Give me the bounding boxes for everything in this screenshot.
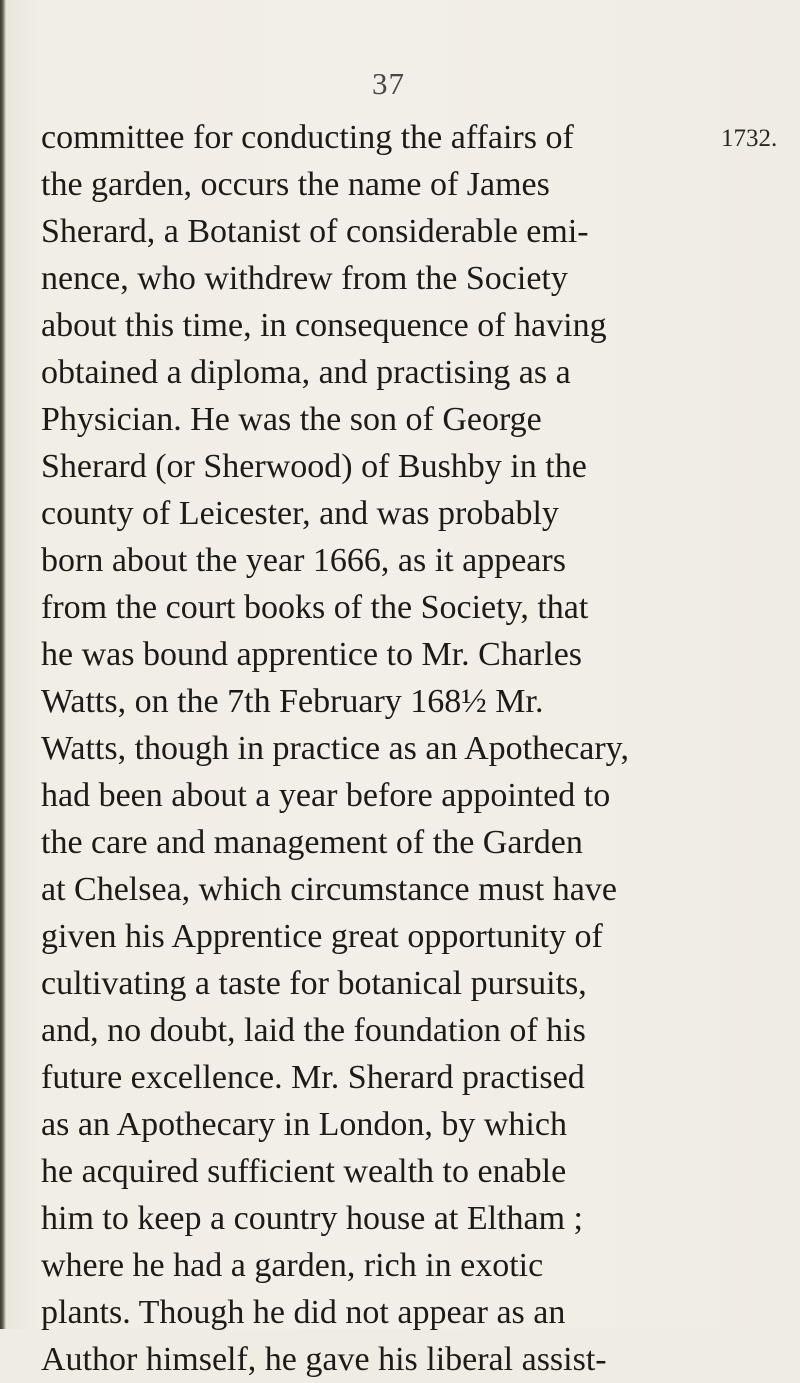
text-line: the care and management of the Garden	[41, 824, 583, 861]
text-line: him to keep a country house at Eltham ;	[41, 1200, 583, 1237]
text-line: had been about a year before appointed to	[41, 777, 611, 814]
text-line: Sherard, a Botanist of considerable emi-	[41, 213, 589, 250]
text-line: committee for conducting the affairs of	[41, 119, 574, 156]
text-line: he acquired sufficient wealth to enable	[41, 1153, 567, 1190]
text-line: cultivating a taste for botanical pursuits,	[41, 965, 587, 1002]
text-line: he was bound apprentice to Mr. Charles	[41, 636, 583, 673]
text-line: given his Apprentice great opportunity of	[41, 918, 603, 955]
text-line: Watts, though in practice as an Apothecary,	[41, 730, 629, 767]
text-line: Sherard (or Sherwood) of Bushby in the	[41, 448, 587, 485]
text-line: Watts, on the 7th February 168½ Mr.	[41, 683, 544, 720]
text-line: where he had a garden, rich in exotic	[41, 1247, 544, 1284]
text-line: at Chelsea, which circumstance must have	[41, 871, 617, 908]
body-text	[41, 114, 800, 1383]
page-edge-shadow	[0, 0, 6, 1329]
text-line: the garden, occurs the name of James	[41, 166, 550, 203]
text-line: nence, who withdrew from the Society	[41, 260, 568, 297]
text-line: about this time, in consequence of having	[41, 307, 607, 344]
text-line: as an Apothecary in London, by which	[41, 1106, 567, 1143]
text-line: future excellence. Mr. Sherard practised	[41, 1059, 585, 1096]
text-line: obtained a diploma, and practising as a	[41, 354, 571, 391]
text-line: from the court books of the Society, that	[41, 589, 589, 626]
text-line: county of Leicester, and was probably	[41, 495, 559, 532]
text-line: and, no doubt, laid the foundation of his	[41, 1012, 586, 1049]
text-line: Author himself, he gave his liberal assist-	[41, 1341, 607, 1378]
page-number: 37	[372, 66, 405, 101]
text-line: Physician. He was the son of George	[41, 401, 542, 438]
text-line: plants. Though he did not appear as an	[41, 1294, 566, 1331]
text-line: born about the year 1666, as it appears	[41, 542, 566, 579]
margin-year-note: 1732.	[721, 125, 778, 152]
